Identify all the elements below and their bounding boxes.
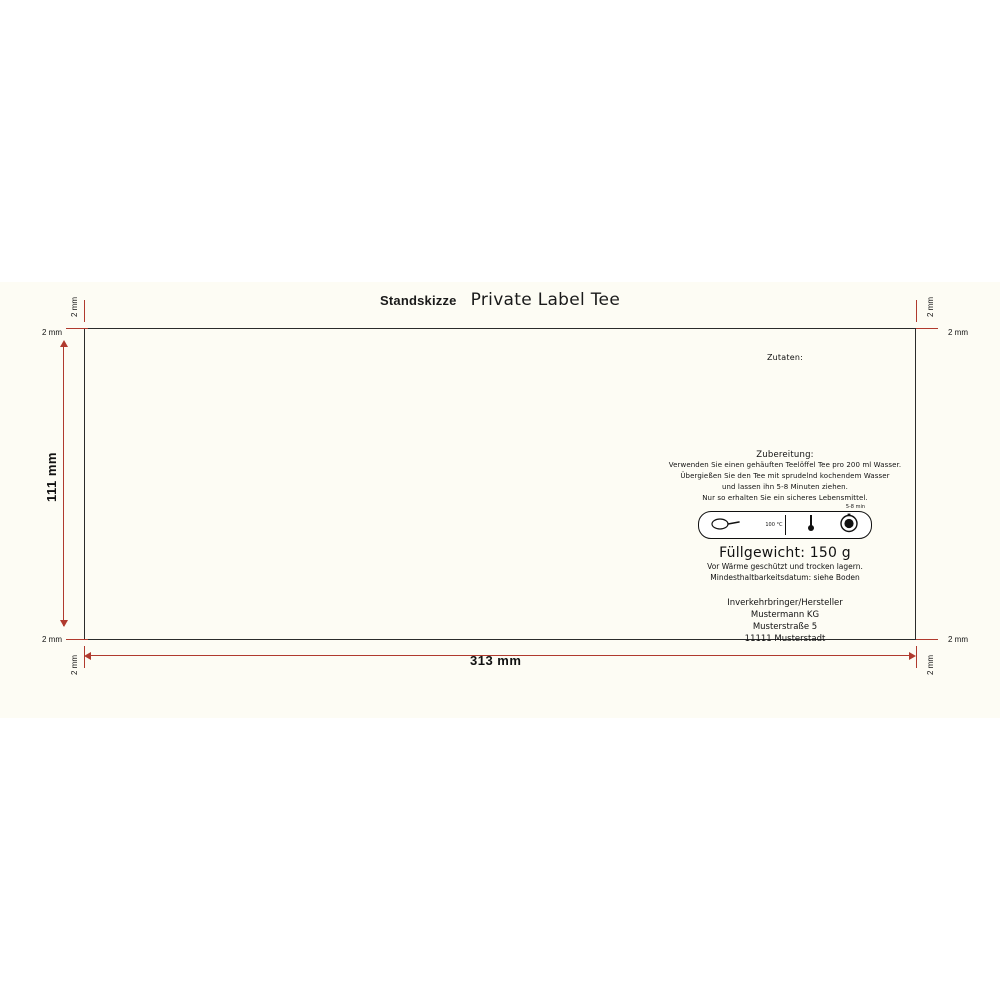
width-dimension-label: 313 mm [470, 653, 522, 668]
preparation-pictogram-bar [698, 504, 872, 539]
preparation-line: Nur so erhalten Sie ein sicheres Lebensmittel. [702, 494, 868, 502]
bleed-tick-top-right-horizontal [916, 328, 938, 329]
bleed-label-right-bottom: 2 mm [948, 635, 968, 644]
bleed-label-bottom-left: 2 mm [70, 655, 79, 675]
bleed-tick-top-right-vertical [916, 300, 917, 322]
preparation-line: Übergießen Sie den Tee mit sprudelnd kochendem Wasser [680, 472, 890, 480]
pictogram-divider [785, 515, 786, 535]
manufacturer-line: Musterstraße 5 [752, 622, 818, 632]
bleed-label-left-top: 2 mm [42, 328, 62, 337]
width-arrow-right-icon [909, 652, 916, 660]
title-product-name: Private Label Tee [470, 290, 621, 310]
bleed-tick-top-left-horizontal [66, 328, 88, 329]
storage-line: Vor Wärme geschützt und trocken lagern. [707, 562, 863, 571]
bleed-label-right-top: 2 mm [948, 328, 968, 337]
bleed-label-left-bottom: 2 mm [42, 635, 62, 644]
width-arrow-left-icon [84, 652, 91, 660]
drawing-title [380, 290, 620, 310]
fill-weight-label: Füllgewicht: 150 g [719, 545, 851, 561]
preparation-heading: Zubereitung: [756, 450, 814, 460]
steep-time-label: 5-8 min [845, 504, 865, 510]
manufacturer-line: 11111 Musterstadt [744, 634, 826, 644]
title-type-label: Standskizze [380, 293, 457, 308]
height-arrow-top-icon [60, 340, 68, 347]
manufacturer-heading: Inverkehrbringer/Hersteller [727, 598, 843, 608]
water-temperature-label: 100 °C [765, 522, 783, 528]
height-dimension-line [63, 343, 64, 626]
preparation-line: Verwenden Sie einen gehäuften Teelöffel Tee pro 200 ml Wasser. [668, 461, 902, 469]
bleed-tick-top-left-vertical [84, 300, 85, 322]
storage-line: Mindesthaltbarkeitsdatum: siehe Boden [710, 573, 860, 582]
height-dimension-label: 111 mm [44, 452, 59, 502]
label-artwork-block [660, 345, 910, 645]
manufacturer-line: Mustermann KG [750, 610, 820, 620]
preparation-line: und lassen ihn 5-8 Minuten ziehen. [721, 483, 849, 491]
bleed-tick-bottom-left-horizontal [66, 639, 88, 640]
bleed-tick-bottom-right-horizontal [916, 639, 938, 640]
bleed-label-top-right: 2 mm [926, 297, 935, 317]
height-arrow-bottom-icon [60, 620, 68, 627]
bleed-label-top-left: 2 mm [70, 297, 79, 317]
manufacturer-block [660, 597, 910, 645]
thermometer-icon [807, 514, 815, 536]
teaspoon-icon [711, 516, 741, 535]
bleed-tick-bottom-right-vertical [916, 646, 917, 668]
bleed-label-bottom-right: 2 mm [926, 655, 935, 675]
steep-timer-icon [839, 513, 859, 537]
ingredients-heading: Zutaten: [766, 353, 803, 362]
